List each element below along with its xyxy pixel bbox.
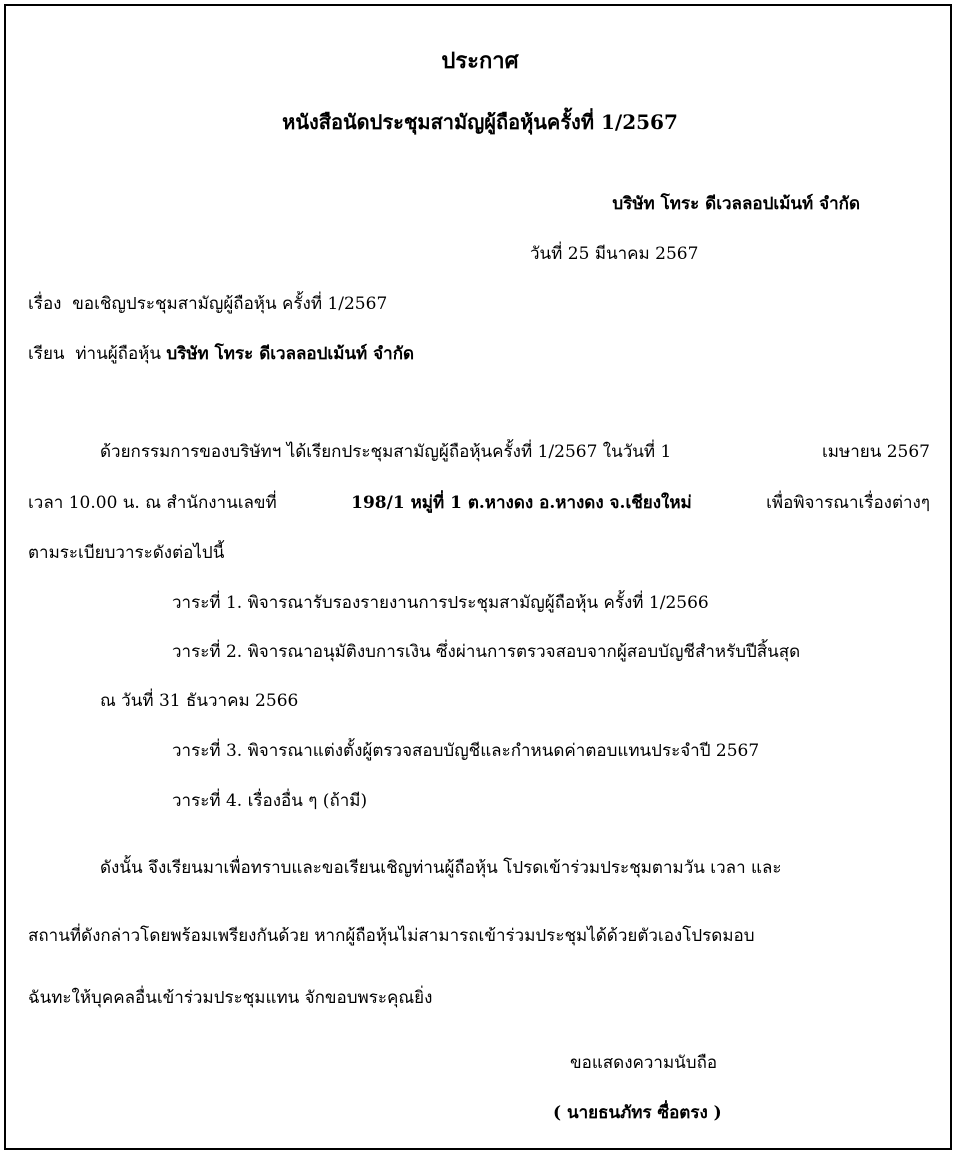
closing-line-1 [100, 860, 930, 877]
closing-line-3: ฉันทะให้บุคคลอื่นเข้าร่วมประชุมแทน จักขอบพระคุณยิ่ง [28, 988, 433, 1008]
subject-line [28, 296, 387, 313]
addressee-label: เรียน [28, 344, 65, 364]
document-border [4, 4, 952, 1150]
intro-line-1 [100, 444, 930, 461]
document-date: วันที่ 25 มีนาคม 2567 [530, 244, 699, 264]
intro-line-2 [28, 495, 930, 512]
closing-line-2 [28, 928, 930, 945]
subject-label: เรื่อง [28, 294, 62, 314]
agenda-item-1: วาระที่ 1. พิจารณารับรองรายงานการประชุมสามัญผู้ถือหุ้น ครั้งที่ 1/2566 [172, 593, 709, 613]
closing-line-2-text: สถานที่ดังกล่าวโดยพร้อมเพรียงกันด้วย หากผู้ถือหุ้นไม่สามารถเข้าร่วมประชุมได้ด้วยตัวเองโปรดมอบ [28, 926, 755, 946]
agenda-item-2-continuation: ณ วันที่ 31 ธันวาคม 2566 [100, 691, 299, 711]
signature-name: ( นายธนภัทร ซื่อตรง ) [553, 1103, 722, 1123]
company-name: บริษัท โทระ ดีเวลลอปเม้นท์ จำกัด [612, 194, 860, 214]
intro-line-1-end: เมษายน 2567 [821, 442, 930, 462]
document-subtitle: หนังสือนัดประชุมสามัญผู้ถือหุ้นครั้งที่ 1/2567 [282, 110, 678, 134]
document-title: ประกาศ [441, 48, 519, 74]
regards: ขอแสดงความนับถือ [570, 1053, 718, 1073]
addressee-line [28, 346, 414, 363]
agenda-item-3: วาระที่ 3. พิจารณาแต่งตั้งผู้ตรวจสอบบัญชีและกำหนดค่าตอบแทนประจำปี 2567 [172, 741, 760, 761]
addressee-prefix: ท่านผู้ถือหุ้น [75, 344, 162, 364]
intro-line-3: ตามระเบียบวาระดังต่อไปนี้ [28, 543, 225, 563]
closing-line-1-text: ดังนั้น จึงเรียนมาเพื่อทราบและขอเรียนเชิญท่านผู้ถือหุ้น โปรดเข้าร่วมประชุมตามวัน เวลา และ [100, 858, 782, 878]
agenda-item-2-text: วาระที่ 2. พิจารณาอนุมัติงบการเงิน ซึ่งผ่านการตรวจสอบจากผู้สอบบัญชีสำหรับปีสิ้นสุด [172, 642, 801, 662]
addressee-company: บริษัท โทระ ดีเวลลอปเม้นท์ จำกัด [166, 344, 415, 364]
intro-line-1-main: ด้วยกรรมการของบริษัทฯ ได้เรียกประชุมสามัญผู้ถือหุ้นครั้งที่ 1/2567 ในวันที่ 1 [100, 442, 672, 462]
agenda-item-4: วาระที่ 4. เรื่องอื่น ๆ (ถ้ามี) [172, 791, 368, 811]
agenda-item-2 [172, 644, 930, 661]
office-address: 198/1 หมู่ที่ 1 ต.หางดง อ.หางดง จ.เชียงใหม่ [351, 493, 692, 513]
subject-text: ขอเชิญประชุมสามัญผู้ถือหุ้น ครั้งที่ 1/2567 [72, 294, 388, 314]
intro-line-2-end: เพื่อพิจารณาเรื่องต่างๆ [766, 493, 930, 513]
intro-line-2-start: เวลา 10.00 น. ณ สำนักงานเลขที่ [28, 493, 277, 513]
